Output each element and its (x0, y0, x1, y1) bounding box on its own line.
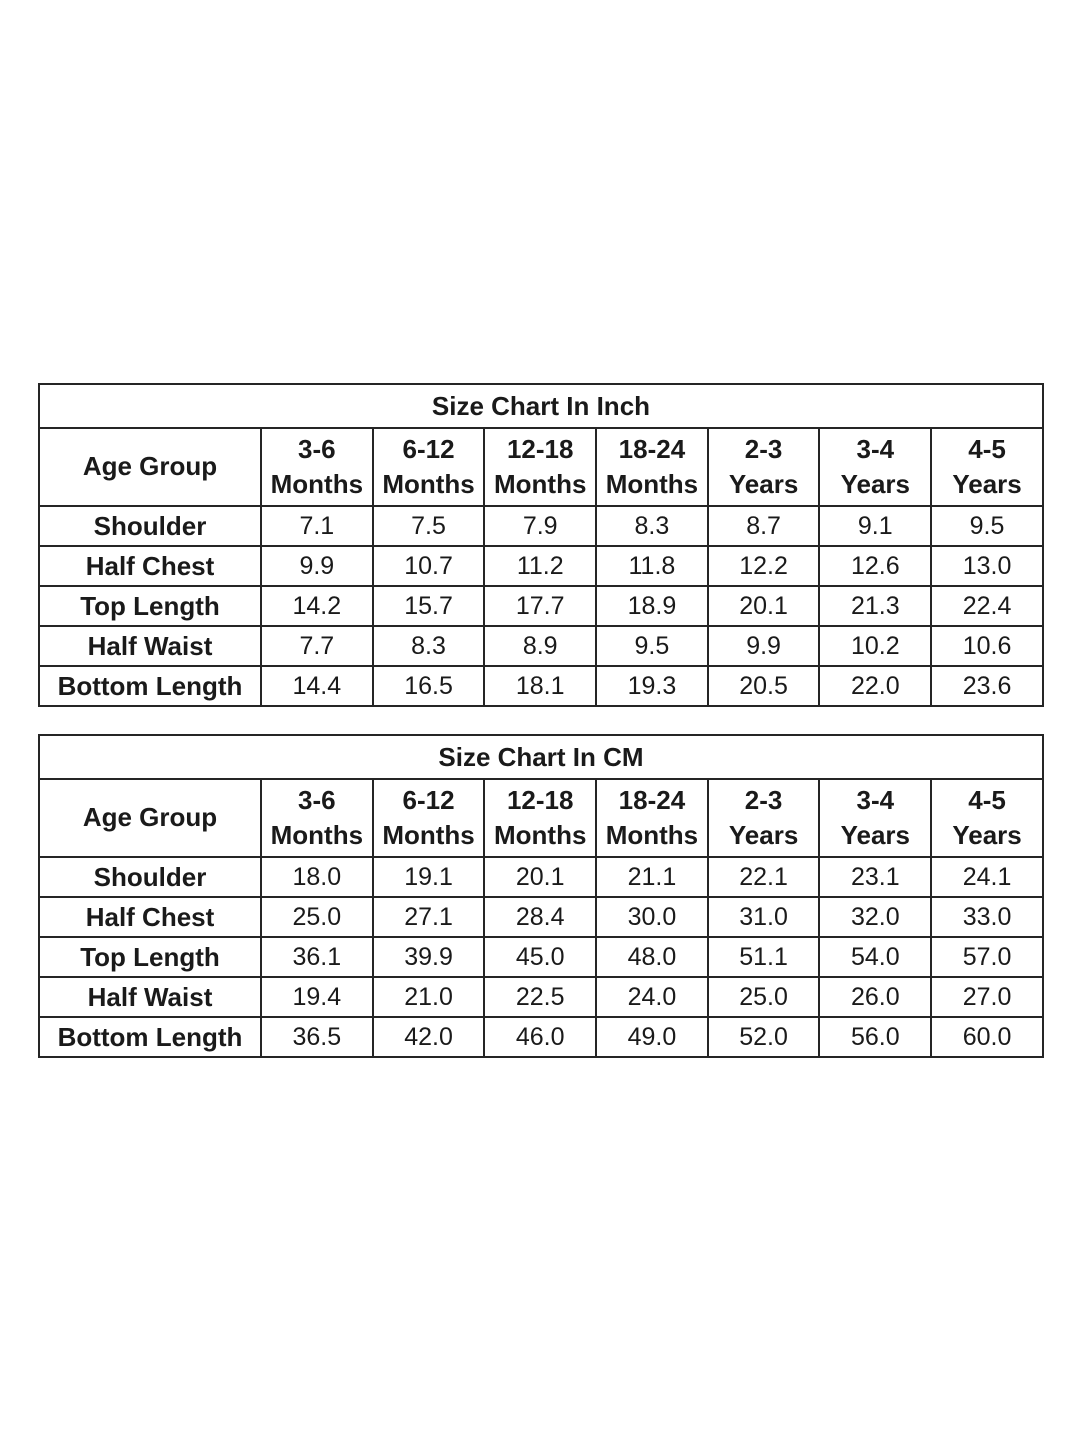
cell-value: 8.9 (484, 626, 596, 666)
cell-value: 45.0 (484, 937, 596, 977)
age-unit: Months (605, 820, 699, 850)
cell-value: 8.3 (373, 626, 485, 666)
age-unit: Months (270, 469, 364, 499)
table-row (39, 977, 1043, 1017)
age-range: 2-3 (744, 784, 783, 815)
column-header (373, 779, 485, 857)
column-header (373, 428, 485, 506)
cell-value: 22.1 (708, 857, 820, 897)
age-unit: Months (382, 469, 475, 499)
cell-value: 24.1 (931, 857, 1043, 897)
row-label: Bottom Length (39, 1017, 261, 1057)
age-range: 18-24 (618, 433, 686, 464)
cell-value: 23.6 (931, 666, 1043, 706)
cell-value: 10.7 (373, 546, 485, 586)
row-label: Half Waist (39, 626, 261, 666)
age-range: 4-5 (968, 784, 1006, 815)
cell-value: 19.4 (261, 977, 373, 1017)
table-row (39, 506, 1043, 546)
size-chart-inch-table (38, 383, 1044, 707)
cell-value: 36.5 (261, 1017, 373, 1057)
column-header (596, 779, 708, 857)
column-header (708, 779, 820, 857)
age-range: 3-4 (856, 784, 895, 815)
cell-value: 22.4 (931, 586, 1043, 626)
size-chart-cm-table (38, 734, 1044, 1058)
cell-value: 11.2 (484, 546, 596, 586)
row-label: Top Length (39, 586, 261, 626)
age-range: 6-12 (402, 433, 455, 464)
cell-value: 10.6 (931, 626, 1043, 666)
column-header (484, 428, 596, 506)
age-range: 12-18 (506, 433, 574, 464)
cell-value: 15.7 (373, 586, 485, 626)
table-row (39, 666, 1043, 706)
cell-value: 7.9 (484, 506, 596, 546)
tables-container (38, 383, 1042, 1058)
column-header (596, 428, 708, 506)
cell-value: 23.1 (819, 857, 931, 897)
cell-value: 32.0 (819, 897, 931, 937)
cell-value: 24.0 (596, 977, 708, 1017)
cell-value: 22.0 (819, 666, 931, 706)
cell-value: 36.1 (261, 937, 373, 977)
cell-value: 25.0 (261, 897, 373, 937)
table-row (39, 546, 1043, 586)
cell-value: 20.5 (708, 666, 820, 706)
cell-value: 9.1 (819, 506, 931, 546)
cell-value: 49.0 (596, 1017, 708, 1057)
table-title: Size Chart In CM (39, 735, 1043, 779)
cell-value: 9.5 (931, 506, 1043, 546)
cell-value: 21.0 (373, 977, 485, 1017)
age-unit: Years (952, 469, 1022, 499)
age-unit: Years (728, 820, 799, 850)
column-header (819, 779, 931, 857)
cell-value: 30.0 (596, 897, 708, 937)
age-unit: Years (840, 469, 910, 499)
cell-value: 60.0 (931, 1017, 1043, 1057)
row-label: Top Length (39, 937, 261, 977)
table-row (39, 1017, 1043, 1057)
cell-value: 19.1 (373, 857, 485, 897)
cell-value: 7.1 (261, 506, 373, 546)
cell-value: 14.4 (261, 666, 373, 706)
cell-value: 9.5 (596, 626, 708, 666)
cell-value: 12.2 (708, 546, 820, 586)
age-unit: Years (952, 820, 1022, 850)
age-group-header: Age Group (39, 779, 261, 857)
cell-value: 42.0 (373, 1017, 485, 1057)
cell-value: 16.5 (373, 666, 485, 706)
table-row (39, 897, 1043, 937)
cell-value: 7.5 (373, 506, 485, 546)
cell-value: 11.8 (596, 546, 708, 586)
age-range: 3-6 (298, 433, 336, 464)
age-unit: Years (840, 820, 910, 850)
cell-value: 39.9 (373, 937, 485, 977)
column-header (261, 779, 373, 857)
column-header (931, 779, 1043, 857)
cell-value: 18.1 (484, 666, 596, 706)
column-header (819, 428, 931, 506)
cell-value: 33.0 (931, 897, 1043, 937)
table-title: Size Chart In Inch (39, 384, 1043, 428)
column-header (484, 779, 596, 857)
cell-value: 9.9 (708, 626, 820, 666)
cell-value: 22.5 (484, 977, 596, 1017)
cell-value: 56.0 (819, 1017, 931, 1057)
cell-value: 52.0 (708, 1017, 820, 1057)
column-header (708, 428, 820, 506)
cell-value: 26.0 (819, 977, 931, 1017)
cell-value: 20.1 (708, 586, 820, 626)
table-row (39, 626, 1043, 666)
row-label: Half Chest (39, 897, 261, 937)
table-header-row (39, 779, 1043, 857)
age-range: 4-5 (968, 433, 1006, 464)
row-label: Half Waist (39, 977, 261, 1017)
table-row (39, 586, 1043, 626)
cell-value: 31.0 (708, 897, 820, 937)
age-unit: Months (382, 820, 475, 850)
age-unit: Months (494, 820, 587, 850)
table-row (39, 857, 1043, 897)
age-range: 3-6 (298, 784, 336, 815)
cell-value: 13.0 (931, 546, 1043, 586)
cell-value: 21.1 (596, 857, 708, 897)
age-range: 3-4 (856, 433, 895, 464)
table-title-row (39, 384, 1043, 428)
age-unit: Months (494, 469, 587, 499)
cell-value: 54.0 (819, 937, 931, 977)
cell-value: 17.7 (484, 586, 596, 626)
cell-value: 9.9 (261, 546, 373, 586)
cell-value: 57.0 (931, 937, 1043, 977)
cell-value: 18.0 (261, 857, 373, 897)
cell-value: 14.2 (261, 586, 373, 626)
row-label: Shoulder (39, 506, 261, 546)
row-label: Half Chest (39, 546, 261, 586)
cell-value: 51.1 (708, 937, 820, 977)
cell-value: 25.0 (708, 977, 820, 1017)
age-range: 12-18 (506, 784, 574, 815)
cell-value: 12.6 (819, 546, 931, 586)
cell-value: 19.3 (596, 666, 708, 706)
table-row (39, 937, 1043, 977)
cell-value: 21.3 (819, 586, 931, 626)
age-range: 2-3 (744, 433, 783, 464)
column-header (931, 428, 1043, 506)
table-header-row (39, 428, 1043, 506)
cell-value: 8.3 (596, 506, 708, 546)
cell-value: 20.1 (484, 857, 596, 897)
age-range: 6-12 (402, 784, 455, 815)
age-unit: Years (728, 469, 799, 499)
age-unit: Months (605, 469, 699, 499)
age-range: 18-24 (618, 784, 686, 815)
age-unit: Months (270, 820, 364, 850)
cell-value: 48.0 (596, 937, 708, 977)
column-header (261, 428, 373, 506)
cell-value: 46.0 (484, 1017, 596, 1057)
cell-value: 7.7 (261, 626, 373, 666)
cell-value: 8.7 (708, 506, 820, 546)
row-label: Bottom Length (39, 666, 261, 706)
age-group-header: Age Group (39, 428, 261, 506)
row-label: Shoulder (39, 857, 261, 897)
cell-value: 27.1 (373, 897, 485, 937)
cell-value: 10.2 (819, 626, 931, 666)
cell-value: 18.9 (596, 586, 708, 626)
cell-value: 27.0 (931, 977, 1043, 1017)
cell-value: 28.4 (484, 897, 596, 937)
table-title-row (39, 735, 1043, 779)
